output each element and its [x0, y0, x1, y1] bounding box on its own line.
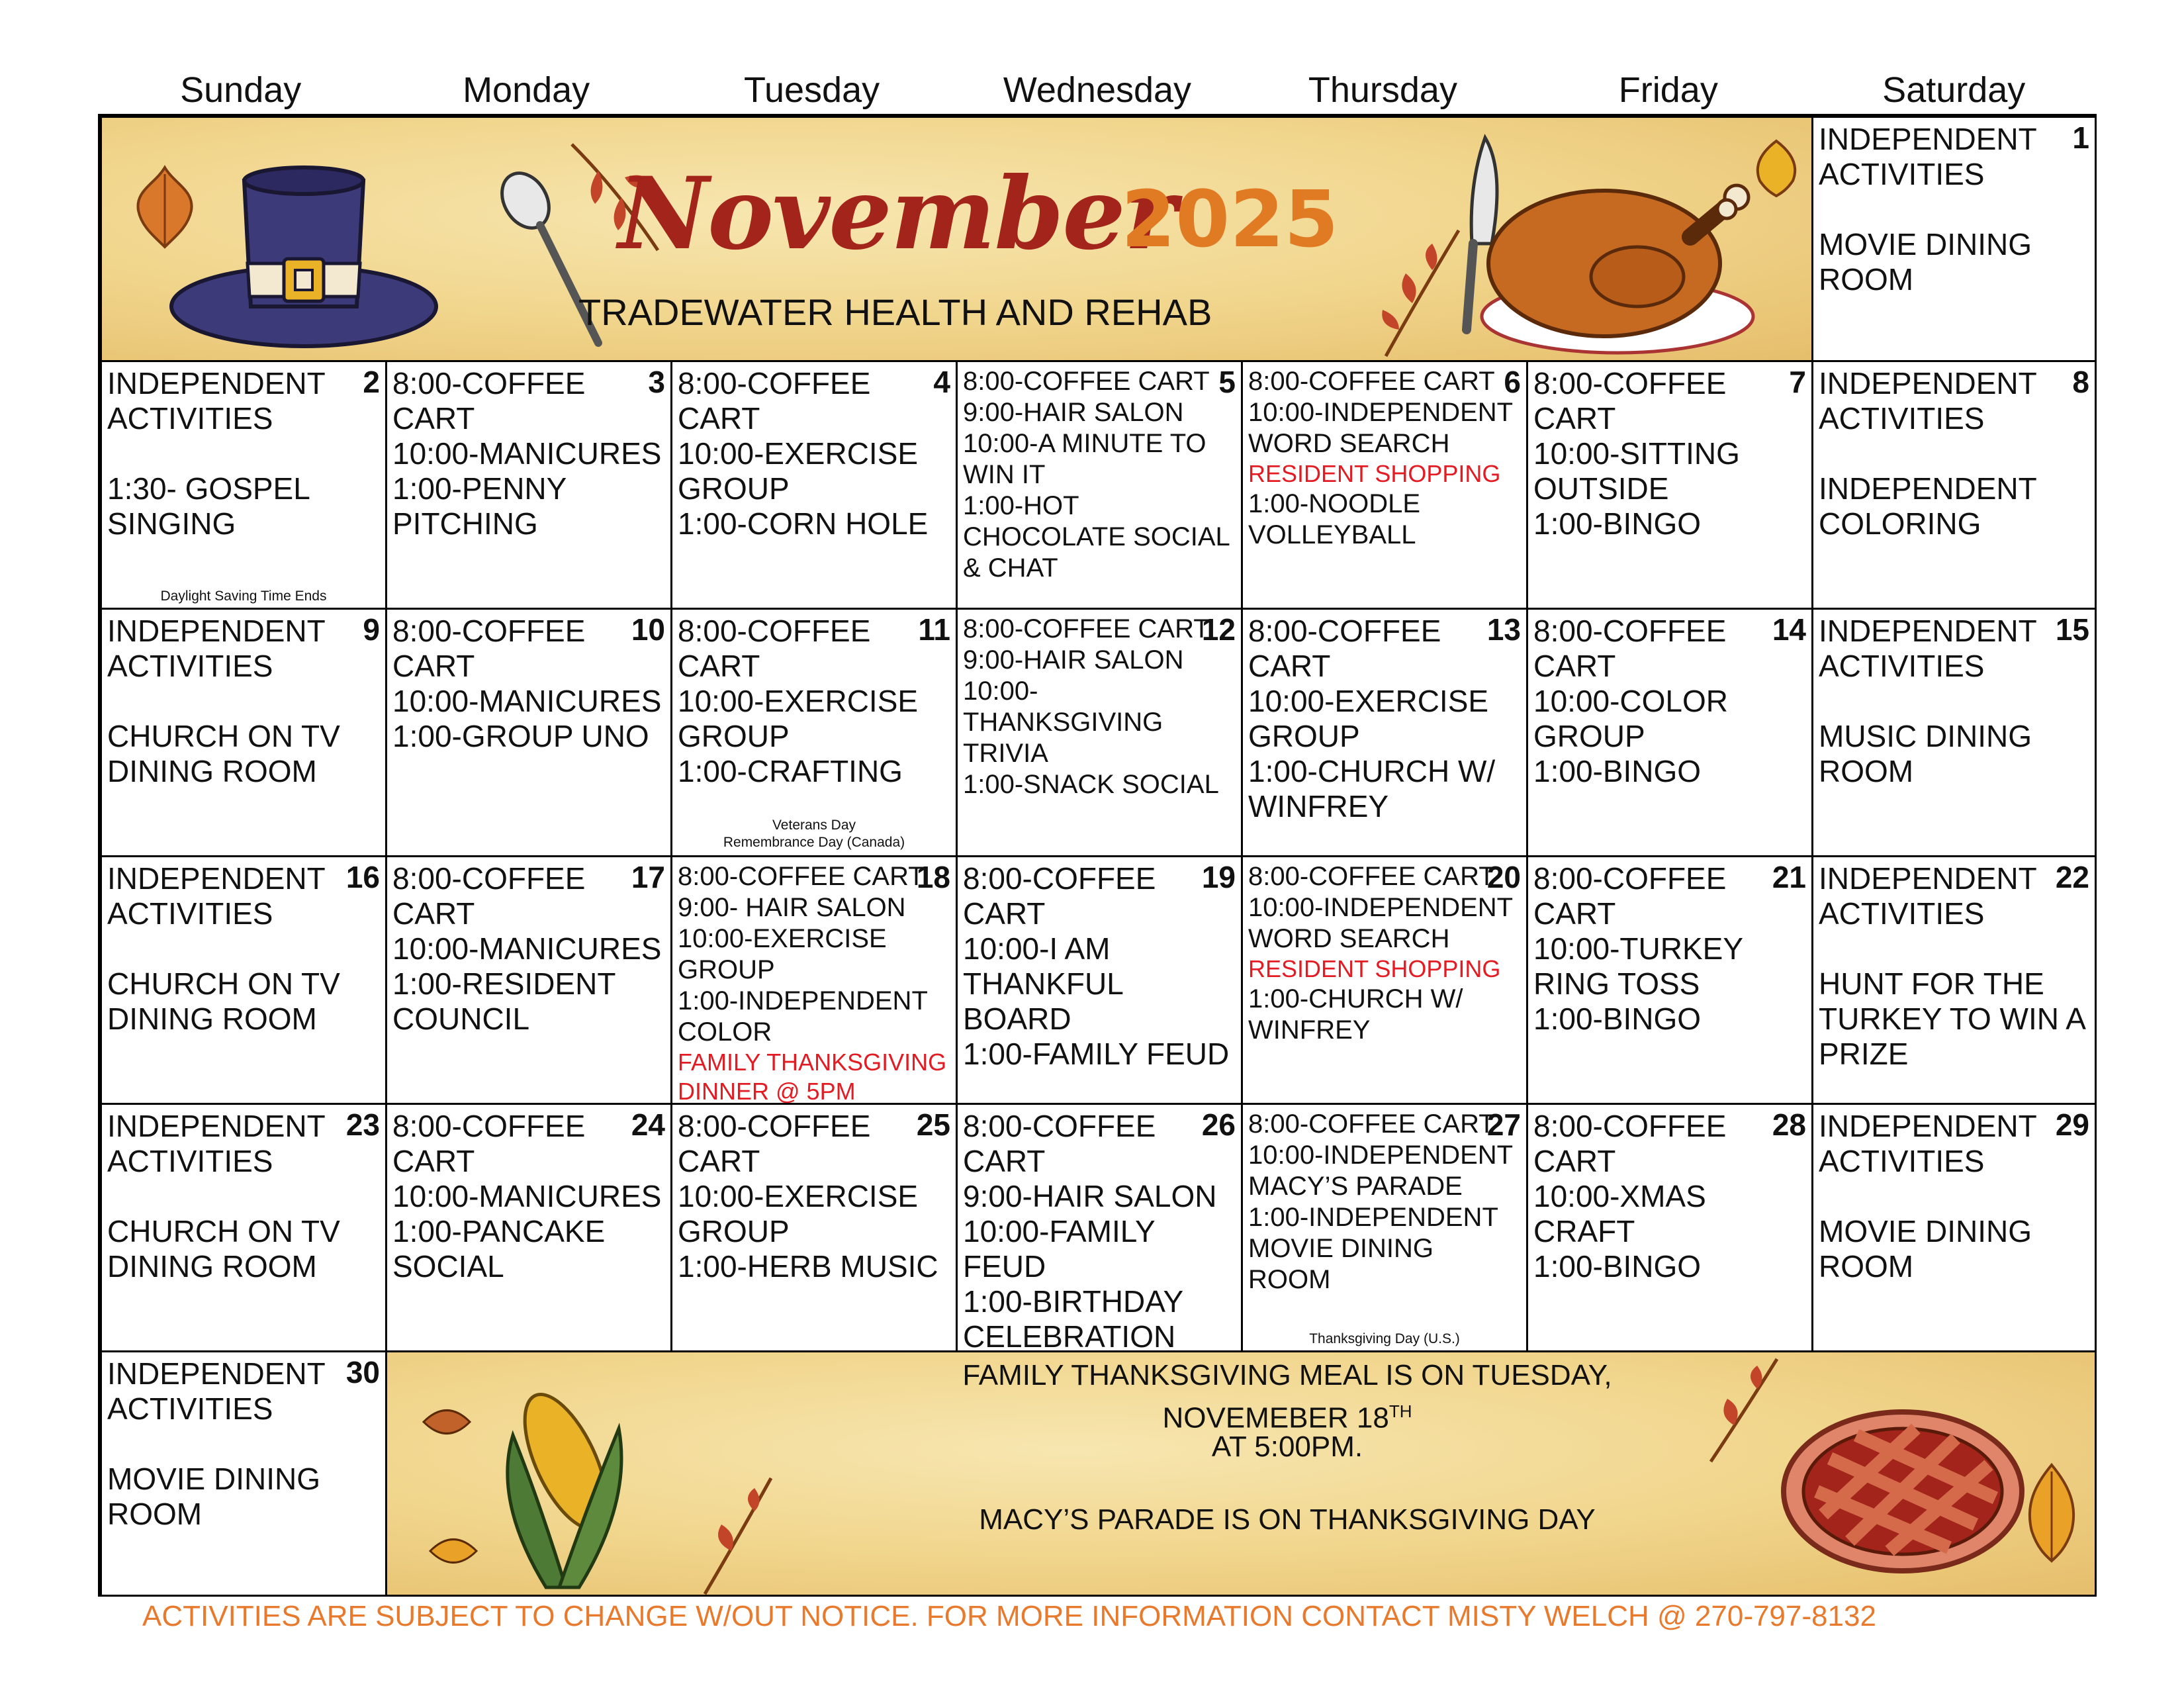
event-item: 8:00-COFFEE CART	[678, 1109, 871, 1178]
day-number: 2	[363, 365, 380, 399]
day-events	[107, 614, 380, 789]
event-item: 1:30- GOSPEL SINGING	[107, 471, 310, 541]
event-item: MOVIE DINING ROOM	[1819, 227, 2032, 297]
footer-notice: ACTIVITIES ARE SUBJECT TO CHANGE W/OUT NOTICE. FOR MORE INFORMATION CONTACT MISTY WELCH @ 270-797-8132	[142, 1600, 1876, 1632]
highlight-event: RESIDENT SHOPPING	[1248, 460, 1501, 487]
day-events	[1819, 614, 2089, 789]
event-item: 10:00-EXERCISE GROUP	[678, 436, 919, 506]
event-item: 10:00-MANICURES	[392, 436, 662, 471]
event-item: 1:00-HOT CHOCOLATE SOCIAL & CHAT	[963, 491, 1230, 583]
day-number: 15	[2055, 612, 2089, 647]
day-cell-18	[672, 857, 958, 1105]
holiday-note: Remembrance Day (Canada)	[723, 835, 905, 850]
event-item: 1:00-PANCAKE SOCIAL	[392, 1214, 606, 1284]
day-number: 29	[2055, 1107, 2089, 1142]
day-events	[1533, 861, 1806, 1037]
event-item: 10:00-THANKSGIVING TRIVIA	[963, 677, 1163, 768]
day-cell-11	[672, 610, 958, 857]
day-cell-12	[958, 610, 1243, 857]
event-item: 10:00-MANICURES	[392, 684, 662, 718]
event-item: 10:00-XMAS CRAFT	[1533, 1179, 1706, 1248]
pilgrim-hat-icon	[165, 154, 443, 353]
day-number: 24	[631, 1107, 665, 1142]
day-number: 20	[1486, 860, 1521, 894]
event-item: 1:00-NOODLE VOLLEYBALL	[1248, 489, 1421, 549]
day-events	[1819, 122, 2089, 297]
weekday-saturday: Saturday	[1882, 70, 2026, 110]
day-number: 23	[345, 1107, 380, 1142]
autumn-leaf-icon	[1698, 1352, 1790, 1465]
facility-name: TRADEWATER HEALTH AND REHAB	[578, 291, 1212, 333]
day-number: 17	[631, 860, 665, 894]
event-item: 10:00-A MINUTE TO WIN IT	[963, 429, 1206, 489]
day-events	[963, 1109, 1236, 1352]
event-item: INDEPENDENT ACTIVITIES	[1819, 1109, 2036, 1178]
spacer	[107, 1179, 380, 1214]
event-item: 1:00-CRAFTING	[678, 754, 903, 788]
event-item: INDEPENDENT ACTIVITIES	[1819, 122, 2036, 191]
weekday-wednesday: Wednesday	[1003, 70, 1192, 110]
event-item: 1:00-CHURCH W/ WINFREY	[1248, 754, 1496, 823]
event-item: 8:00-COFFEE CART	[1248, 367, 1495, 396]
day-cell-19	[958, 857, 1243, 1105]
day-number: 9	[363, 612, 380, 647]
day-cell-29	[1813, 1105, 2097, 1352]
day-cell-16	[102, 857, 387, 1105]
day-number: 25	[916, 1107, 950, 1142]
day-number: 16	[345, 860, 380, 894]
event-item: 8:00-COFFEE CART	[963, 614, 1210, 643]
event-item: 8:00-COFFEE CART	[1248, 614, 1441, 683]
day-cell-27	[1243, 1105, 1528, 1352]
day-events	[392, 861, 665, 1037]
macys-parade-note: MACY’S PARADE IS ON THANKSGIVING DAY	[979, 1503, 1596, 1536]
event-item: 1:00-PENNY PITCHING	[392, 471, 567, 541]
event-item: 8:00-COFFEE CART	[392, 614, 586, 683]
event-item: 1:00-BINGO	[1533, 1002, 1702, 1036]
day-events	[678, 366, 950, 541]
event-item: 1:00-BINGO	[1533, 754, 1702, 788]
day-cell-2	[102, 362, 387, 610]
day-events	[1533, 366, 1806, 541]
event-item: INDEPENDENT ACTIVITIES	[1819, 861, 2036, 931]
day-cell-15	[1813, 610, 2097, 857]
day-events	[1248, 1109, 1521, 1295]
event-item: CHURCH ON TV DINING ROOM	[107, 719, 340, 788]
day-cell-13	[1243, 610, 1528, 857]
day-number: 12	[1201, 612, 1236, 647]
event-item: 8:00-COFFEE CART	[963, 367, 1210, 396]
event-item: 9:00-HAIR SALON	[963, 398, 1184, 427]
day-cell-1	[1813, 118, 2097, 362]
day-events	[392, 614, 665, 754]
event-item: 1:00-FAMILY FEUD	[963, 1037, 1230, 1071]
event-item: 1:00-RESIDENT COUNCIL	[392, 966, 615, 1036]
day-number: 30	[345, 1355, 380, 1389]
day-cell-30	[102, 1352, 387, 1597]
event-item: 8:00-COFFEE CART	[678, 366, 871, 436]
day-events	[1819, 861, 2089, 1072]
spacer	[1819, 436, 2089, 471]
holiday-note: Veterans Day	[772, 818, 856, 833]
event-item: MUSIC DINING ROOM	[1819, 719, 2032, 788]
event-item: 8:00-COFFEE CART	[1248, 862, 1495, 891]
day-events	[1819, 366, 2089, 541]
spacer	[1819, 192, 2089, 227]
event-item: INDEPENDENT ACTIVITIES	[1819, 366, 2036, 436]
day-cell-23	[102, 1105, 387, 1352]
date-suffix: TH	[1388, 1401, 1412, 1421]
day-events	[1533, 614, 1806, 789]
event-item: 1:00-BINGO	[1533, 1249, 1702, 1284]
holiday-note: Thanksgiving Day (U.S.)	[1309, 1331, 1460, 1346]
day-number: 1	[2072, 120, 2089, 155]
day-events	[1819, 1109, 2089, 1284]
event-item: 10:00-MANICURES	[392, 931, 662, 966]
weekday-thursday: Thursday	[1308, 70, 1457, 110]
thanksgiving-meal-line1: FAMILY THANKSGIVING MEAL IS ON TUESDAY,	[962, 1359, 1612, 1391]
day-events	[107, 1356, 380, 1532]
spacer	[107, 931, 380, 966]
event-item: 8:00-COFFEE CART	[678, 862, 925, 891]
day-cell-6	[1243, 362, 1528, 610]
day-number: 28	[1772, 1107, 1806, 1142]
day-cell-26	[958, 1105, 1243, 1352]
day-number: 8	[2072, 365, 2089, 399]
event-item: 8:00-COFFEE CART	[963, 861, 1156, 931]
event-item: 8:00-COFFEE CART	[1533, 1109, 1727, 1178]
day-events	[963, 861, 1236, 1072]
event-item: INDEPENDENT ACTIVITIES	[1819, 614, 2036, 683]
event-item: 8:00-COFFEE CART	[392, 1109, 586, 1178]
holiday-note: Daylight Saving Time Ends	[160, 588, 327, 604]
day-number: 3	[648, 365, 665, 399]
day-cell-17	[387, 857, 672, 1105]
day-number: 11	[918, 612, 950, 647]
spacer	[107, 436, 380, 471]
event-item: 10:00-EXERCISE GROUP	[678, 924, 887, 984]
event-item: INDEPENDENT ACTIVITIES	[107, 861, 325, 931]
day-number: 6	[1504, 365, 1521, 399]
day-number: 13	[1486, 612, 1521, 647]
spacer	[1819, 684, 2089, 719]
weekday-monday: Monday	[463, 70, 590, 110]
event-item: 10:00-EXERCISE GROUP	[678, 1179, 919, 1248]
event-item: 9:00-HAIR SALON	[963, 645, 1184, 675]
event-item: 8:00-COFFEE CART	[963, 1109, 1156, 1178]
event-item: 10:00-SITTING OUTSIDE	[1533, 436, 1740, 506]
day-events	[678, 1109, 950, 1284]
day-cell-3	[387, 362, 672, 610]
event-item: 10:00-MANICURES	[392, 1179, 662, 1213]
day-events	[1248, 366, 1521, 551]
day-number: 7	[1789, 365, 1806, 399]
event-item: 1:00-INDEPENDENT MOVIE DINING ROOM	[1248, 1203, 1498, 1294]
event-item: 10:00-INDEPENDENT WORD SEARCH	[1248, 398, 1513, 458]
spacer	[1819, 1179, 2089, 1214]
event-item: 1:00-HERB MUSIC	[678, 1249, 938, 1284]
highlight-event: RESIDENT SHOPPING	[1248, 955, 1501, 982]
day-number: 22	[2055, 860, 2089, 894]
autumn-leaf-icon	[2022, 1458, 2081, 1564]
day-cell-10	[387, 610, 672, 857]
day-cell-24	[387, 1105, 672, 1352]
event-item: HUNT FOR THE TURKEY TO WIN A PRIZE	[1819, 966, 2085, 1071]
day-number: 14	[1772, 612, 1806, 647]
event-item: 8:00-COFFEE CART	[392, 366, 586, 436]
day-events	[392, 1109, 665, 1284]
day-cell-4	[672, 362, 958, 610]
day-events	[1248, 614, 1521, 824]
day-number: 27	[1486, 1107, 1521, 1142]
month-banner	[102, 118, 1813, 362]
day-cell-21	[1528, 857, 1813, 1105]
event-item: CHURCH ON TV DINING ROOM	[107, 966, 340, 1036]
day-cell-8	[1813, 362, 2097, 610]
weekday-sunday: Sunday	[180, 70, 302, 110]
event-item: 1:00-BINGO	[1533, 506, 1702, 541]
day-events	[392, 366, 665, 541]
day-number: 21	[1772, 860, 1806, 894]
event-item: INDEPENDENT COLORING	[1819, 471, 2036, 541]
roast-turkey-icon	[1472, 158, 1763, 359]
day-cell-5	[958, 362, 1243, 610]
day-number: 5	[1218, 365, 1236, 399]
autumn-leaf-icon	[1750, 138, 1803, 197]
day-events	[963, 366, 1236, 584]
event-item: 1:00-SNACK SOCIAL	[963, 770, 1219, 799]
event-item: 8:00-COFFEE CART	[1533, 614, 1727, 683]
day-events	[678, 614, 950, 789]
event-item: INDEPENDENT ACTIVITIES	[107, 366, 325, 436]
day-events	[107, 366, 380, 541]
spacer	[107, 684, 380, 719]
event-item: 8:00-COFFEE CART	[1533, 366, 1727, 436]
weekday-friday: Friday	[1618, 70, 1718, 110]
day-number: 18	[916, 860, 950, 894]
event-item: 10:00-FAMILY FEUD	[963, 1214, 1155, 1284]
day-cell-9	[102, 610, 387, 857]
event-item: 10:00-INDEPENDENT MACY’S PARADE	[1248, 1141, 1513, 1201]
thanksgiving-meal-line3: AT 5:00PM.	[1211, 1430, 1363, 1463]
event-item: 8:00-COFFEE CART	[1533, 861, 1727, 931]
event-item: 10:00-COLOR GROUP	[1533, 684, 1729, 753]
month-title: November	[618, 156, 1175, 272]
day-cell-20	[1243, 857, 1528, 1105]
event-item: 1:00-CHURCH W/ WINFREY	[1248, 984, 1463, 1045]
event-item: MOVIE DINING ROOM	[107, 1462, 321, 1531]
event-item: 1:00-INDEPENDENT COLOR	[678, 986, 928, 1047]
day-cell-28	[1528, 1105, 1813, 1352]
year-title: 2025	[1121, 173, 1339, 265]
spacer	[107, 1427, 380, 1462]
thanksgiving-meal-date: NOVEMEBER 18	[1162, 1401, 1389, 1434]
day-events	[1248, 861, 1521, 1046]
day-events	[678, 861, 950, 1105]
pie-icon	[1777, 1399, 2028, 1577]
day-number: 19	[1201, 860, 1236, 894]
event-item: INDEPENDENT ACTIVITIES	[107, 1356, 325, 1426]
bottom-banner	[387, 1352, 2097, 1597]
event-item: CHURCH ON TV DINING ROOM	[107, 1214, 340, 1284]
event-item: 1:00-GROUP UNO	[392, 719, 649, 753]
calendar-grid	[98, 114, 2097, 1597]
highlight-event: FAMILY THANKSGIVING DINNER @ 5PM	[678, 1049, 947, 1105]
spacer	[1819, 931, 2089, 966]
day-events	[1533, 1109, 1806, 1284]
day-cell-14	[1528, 610, 1813, 857]
event-item: 9:00-HAIR SALON	[963, 1179, 1217, 1213]
event-item: INDEPENDENT ACTIVITIES	[107, 1109, 325, 1178]
event-item: 9:00- HAIR SALON	[678, 893, 906, 922]
event-item: 10:00-EXERCISE GROUP	[678, 684, 919, 753]
event-item: 1:00-CORN HOLE	[678, 506, 929, 541]
event-item: 10:00-INDEPENDENT WORD SEARCH	[1248, 893, 1513, 953]
day-cell-25	[672, 1105, 958, 1352]
day-number: 26	[1201, 1107, 1236, 1142]
day-events	[963, 614, 1236, 800]
day-number: 4	[933, 365, 950, 399]
event-item: 10:00-I AM THANKFUL BOARD	[963, 931, 1123, 1036]
weekday-tuesday: Tuesday	[743, 70, 880, 110]
event-item: INDEPENDENT ACTIVITIES	[107, 614, 325, 683]
day-cell-22	[1813, 857, 2097, 1105]
day-events	[107, 861, 380, 1037]
day-number: 10	[631, 612, 665, 647]
event-item: 10:00-EXERCISE GROUP	[1248, 684, 1489, 753]
weekday-header	[98, 66, 2097, 114]
day-events	[107, 1109, 380, 1284]
event-item: 10:00-TURKEY RING TOSS	[1533, 931, 1743, 1001]
event-item: 8:00-COFFEE CART	[392, 861, 586, 931]
event-item: 1:00-BIRTHDAY CELEBRATION	[963, 1284, 1183, 1352]
event-item: MOVIE DINING ROOM	[1819, 1214, 2032, 1284]
event-item: 8:00-COFFEE CART	[1248, 1109, 1495, 1139]
event-item: 8:00-COFFEE CART	[678, 614, 871, 683]
day-cell-7	[1528, 362, 1813, 610]
